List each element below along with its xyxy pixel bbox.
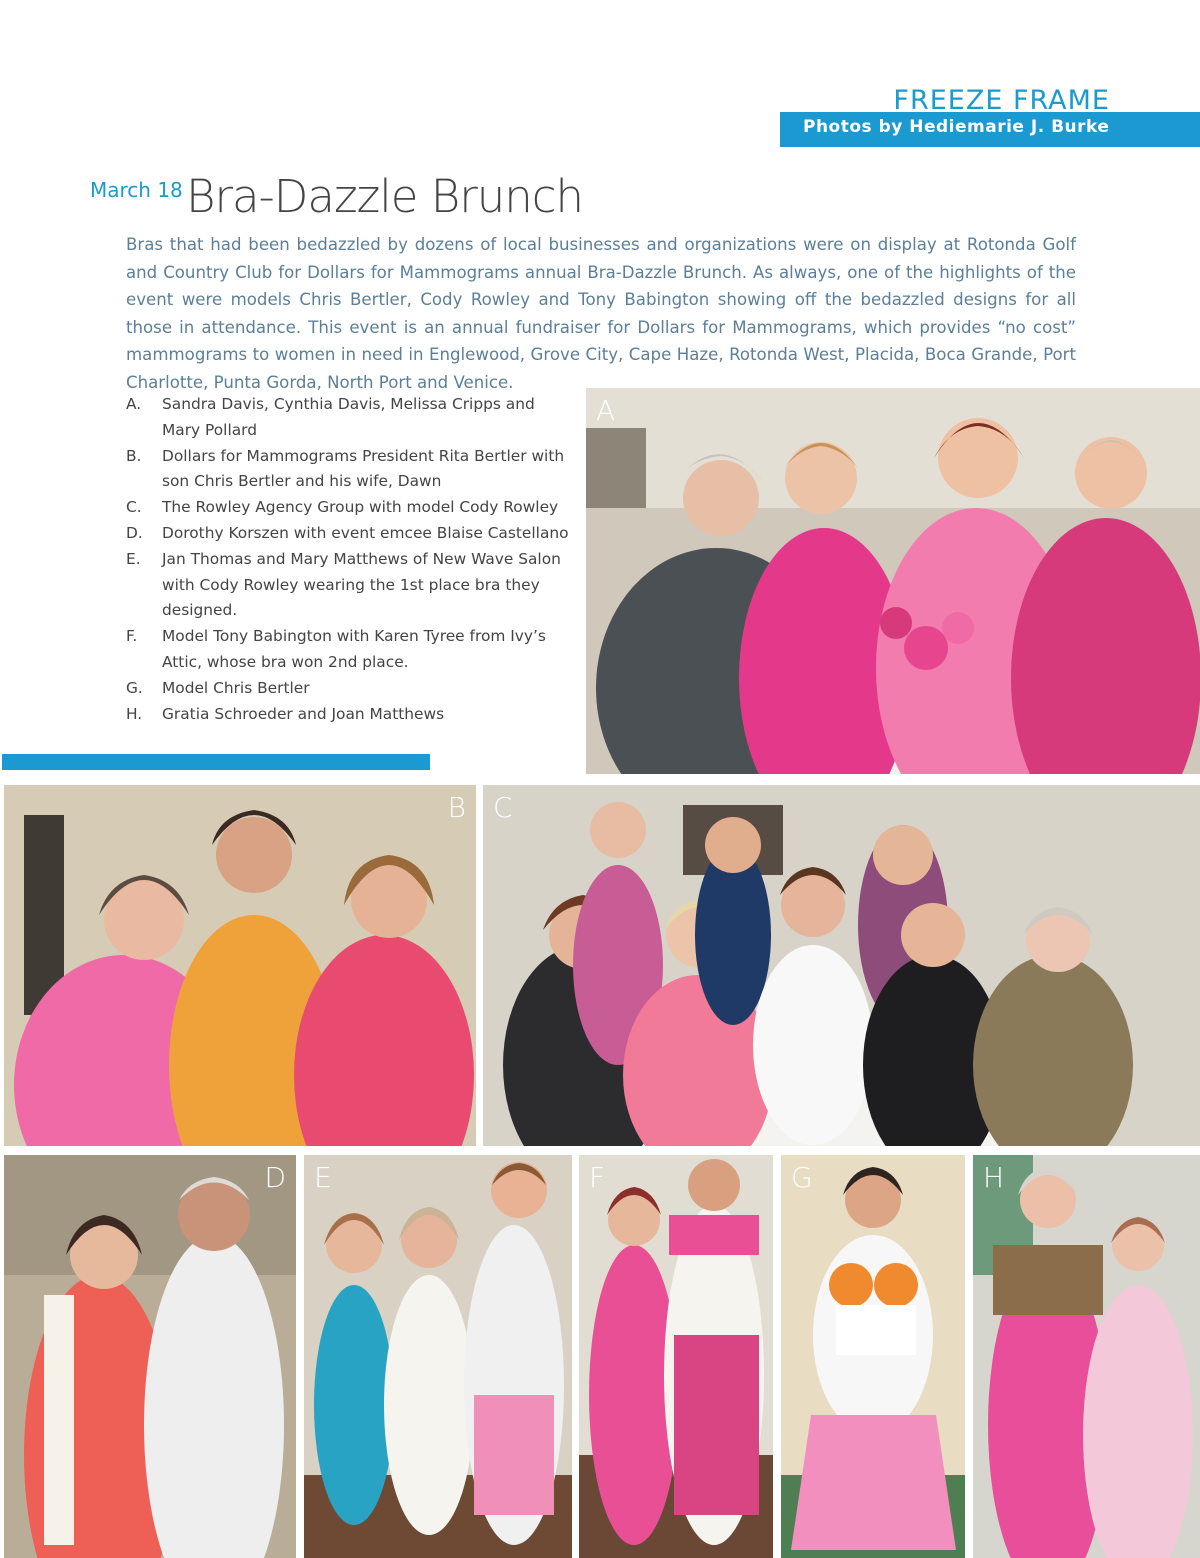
caption-text: Gratia Schroeder and Joan Matthews: [162, 704, 445, 723]
photo-label: A: [596, 394, 616, 427]
caption-item: [126, 444, 571, 496]
photo-g: [781, 1155, 965, 1558]
caption-letter: E.: [126, 549, 141, 568]
photo-a: [586, 388, 1200, 774]
event-title: Bra-Dazzle Brunch: [186, 170, 584, 223]
photo-label: D: [264, 1161, 286, 1194]
photo-label: G: [791, 1161, 813, 1194]
photo-g-image: [781, 1155, 965, 1558]
caption-letter: H.: [126, 704, 143, 723]
caption-text: Dollars for Mammograms President Rita Bertler with son Chris Bertler and his wife, Dawn: [162, 446, 565, 491]
caption-letter: B.: [126, 446, 142, 465]
photo-e: [304, 1155, 572, 1558]
caption-item: [126, 495, 571, 521]
caption-letter: F.: [126, 627, 138, 646]
caption-text: Dorothy Korszen with event emcee Blaise Castellano: [162, 523, 569, 542]
photo-d: [4, 1155, 296, 1558]
photo-b-image: [4, 785, 476, 1146]
caption-list: [126, 392, 571, 727]
photo-b: [4, 785, 476, 1146]
caption-letter: D.: [126, 523, 143, 542]
photo-label: H: [983, 1161, 1005, 1194]
caption-letter: C.: [126, 498, 142, 517]
photo-f-image: [579, 1155, 773, 1558]
accent-rule: [2, 754, 430, 770]
caption-item: [126, 547, 571, 624]
caption-item: [126, 676, 571, 702]
caption-text: The Rowley Agency Group with model Cody Rowley: [162, 498, 559, 517]
event-date: March 18: [90, 178, 183, 202]
caption-letter: A.: [126, 395, 142, 413]
caption-text: Model Chris Bertler: [162, 678, 310, 697]
photo-a-image: [586, 388, 1200, 774]
photo-h-image: [973, 1155, 1200, 1558]
photo-label: C: [493, 791, 513, 824]
photo-h: [973, 1155, 1200, 1558]
intro-paragraph: Bras that had been bedazzled by dozens of local businesses and organizations were on display at Rotonda Golf and Country Club for Dollars for Mammograms annual Bra-Dazzle Brunch. As always, one of the highlights of the event were models Chris Bertler, Cody Rowley and Tony Babington showing off the bedazzled designs for all those in attendance. This event is an annual fundraiser for Dollars for Mammograms, which provides “no cost” mammograms to women in need in Englewood, Grove City, Cape Haze, Rotonda West, Placida, Boca Grande, Port Charlotte, Punta Gorda, North Port and Venice.: [126, 235, 1076, 392]
caption-text: Sandra Davis, Cynthia Davis, Melissa Cripps and Mary Pollard: [162, 395, 535, 439]
caption-text: Model Tony Babington with Karen Tyree from Ivy’s Attic, whose bra won 2nd place.: [162, 627, 546, 671]
photo-label: B: [447, 791, 466, 824]
caption-item: [126, 392, 571, 444]
caption-item: [126, 624, 571, 676]
caption-item: [126, 702, 571, 728]
section-label: FREEZE FRAME: [893, 85, 1110, 110]
photo-d-image: [4, 1155, 296, 1558]
photo-credit: Photos by Hediemarie J. Burke: [803, 117, 1110, 137]
photo-e-image: [304, 1155, 572, 1558]
caption-item: [126, 521, 571, 547]
photo-label: E: [314, 1161, 332, 1194]
caption-text: Jan Thomas and Mary Matthews of New Wave Salon with Cody Rowley wearing the 1st place bra they designed.: [162, 549, 561, 620]
photo-c: [483, 785, 1200, 1146]
photo-f: [579, 1155, 773, 1558]
photo-c-image: [483, 785, 1200, 1146]
caption-letter: G.: [126, 678, 143, 697]
photo-label: F: [589, 1161, 606, 1194]
